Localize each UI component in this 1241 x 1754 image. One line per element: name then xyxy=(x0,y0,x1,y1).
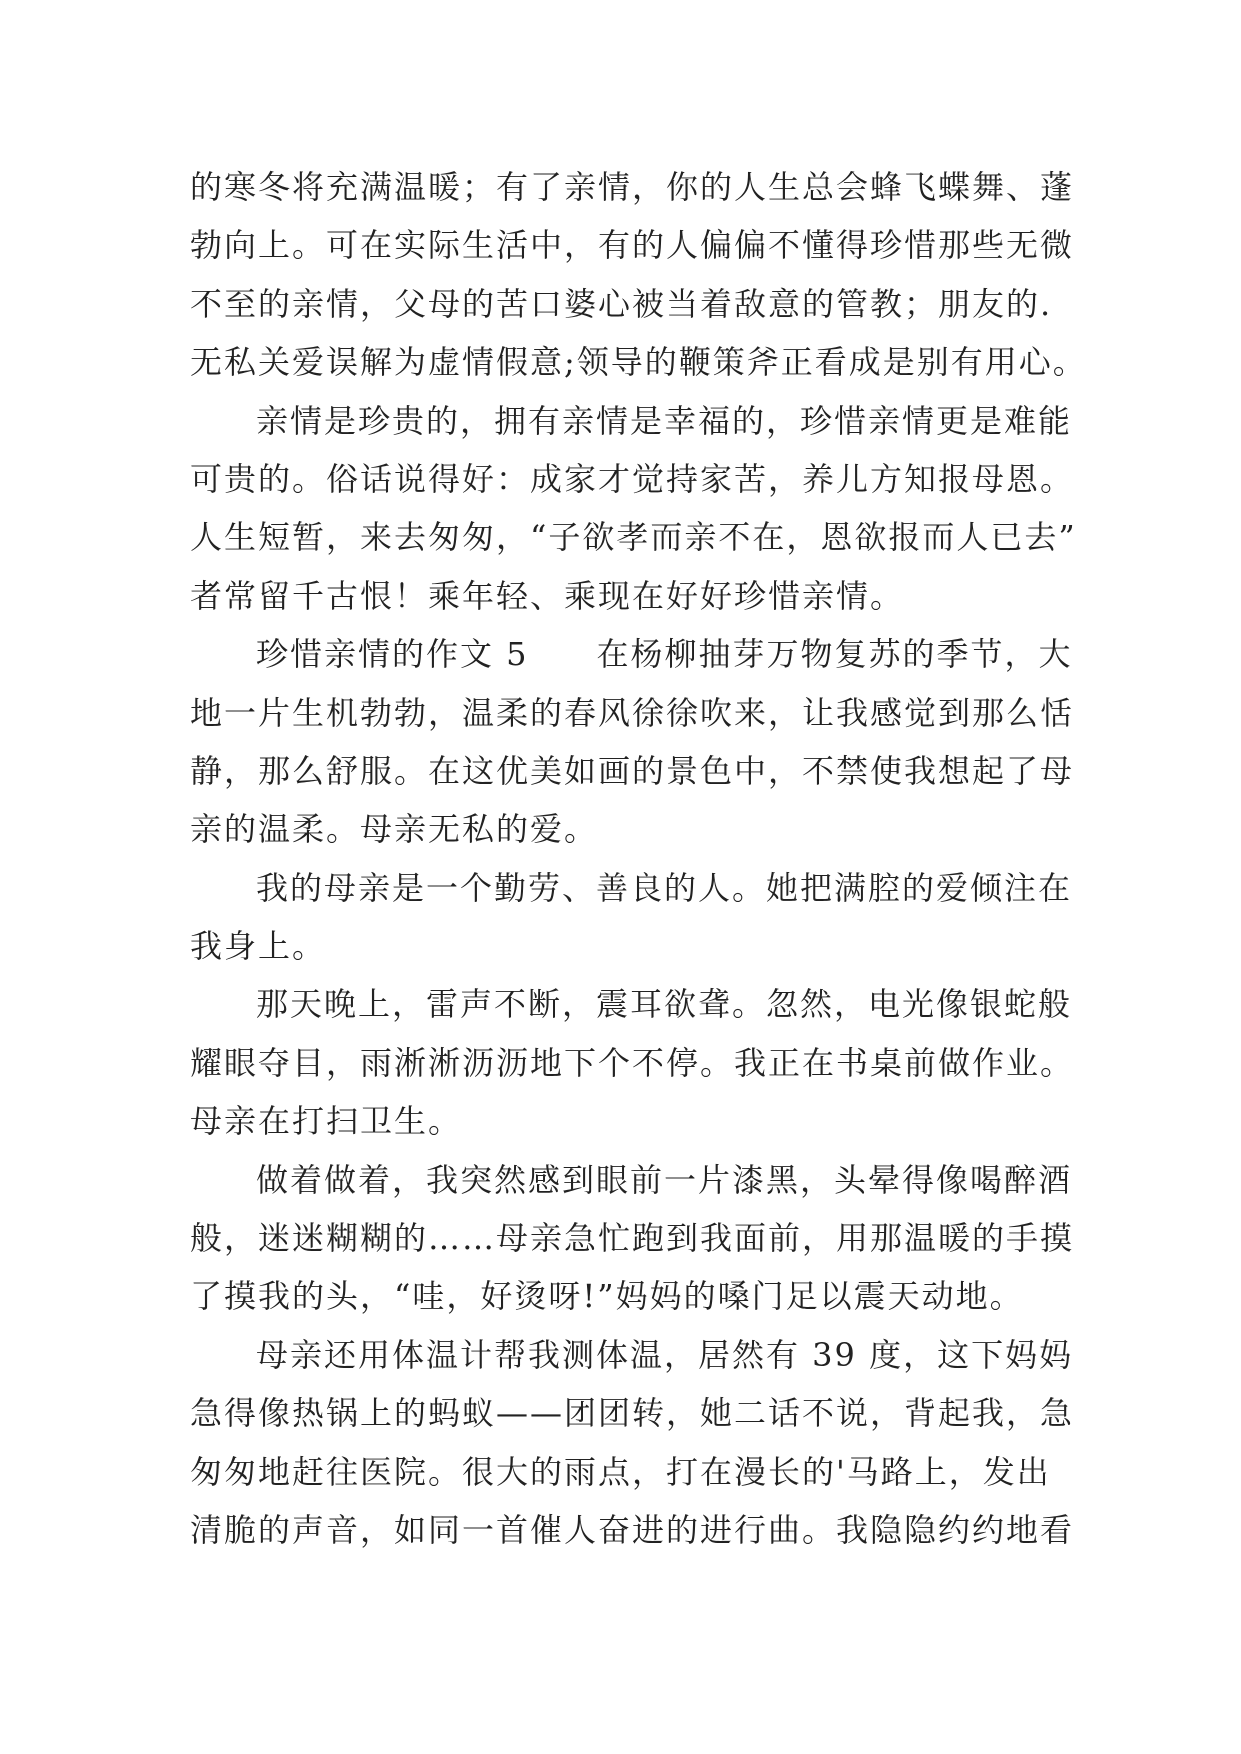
text-line: 般，迷迷糊糊的……母亲急忙跑到我面前，用那温暖的手摸 xyxy=(190,1219,1075,1258)
text-line: 勃向上。可在实际生活中，有的人偏偏不懂得珍惜那些无微 xyxy=(190,226,1075,265)
paragraph-first-line: 亲情是珍贵的，拥有亲情是幸福的，珍惜亲情更是难能 xyxy=(256,401,1073,440)
text-line: 者常留千古恨！乘年轻、乘现在好好珍惜亲情。 xyxy=(190,576,905,615)
paragraph-first-line: 做着做着，我突然感到眼前一片漆黑，头晕得像喝醉酒 xyxy=(256,1160,1073,1199)
text-line: 匆匆地赶往医院。很大的雨点，打在漫长的'马路上，发出 xyxy=(190,1452,1051,1491)
text-line: 地一片生机勃勃，温柔的春风徐徐吹来，让我感觉到那么恬 xyxy=(190,693,1075,732)
text-line: 耀眼夺目，雨淅淅沥沥地下个不停。我正在书桌前做作业。 xyxy=(190,1043,1075,1082)
text-line: 可贵的。俗话说得好：成家才觉持家苦，养儿方知报母恩。 xyxy=(190,459,1075,498)
text-line: 清脆的声音，如同一首催人奋进的进行曲。我隐隐约约地看 xyxy=(190,1510,1075,1549)
essay-body xyxy=(190,158,1087,1559)
text-line: 不至的亲情，父母的苦口婆心被当着敌意的管教；朋友的. xyxy=(190,284,1053,323)
text-line: 亲的温柔。母亲无私的爱。 xyxy=(190,810,599,849)
text-line: 人生短暂，来去匆匆，“子欲孝而亲不在，恩欲报而人已去” xyxy=(190,518,1077,557)
text-line: 无私关爱误解为虚情假意;领导的鞭策斧正看成是别有用心。 xyxy=(190,343,1087,382)
paragraph-first-line: 母亲还用体温计帮我测体温，居然有 39 度，这下妈妈 xyxy=(256,1335,1074,1374)
paragraph-first-line: 我的母亲是一个勤劳、善良的人。她把满腔的爱倾注在 xyxy=(256,868,1073,907)
text-line: 了摸我的头，“哇，好烫呀!”妈妈的嗓门足以震天动地。 xyxy=(190,1277,1024,1316)
text-line: 静，那么舒服。在这优美如画的景色中，不禁使我想起了母 xyxy=(190,751,1075,790)
text-line: 我身上。 xyxy=(190,927,327,966)
paragraph-first-line: 那天晚上，雷声不断，震耳欲聋。忽然，电光像银蛇般 xyxy=(256,985,1073,1024)
text-line: 母亲在打扫卫生。 xyxy=(190,1102,463,1141)
text-line: 急得像热锅上的蚂蚁——团团转，她二话不说，背起我，急 xyxy=(190,1394,1075,1433)
paragraph-first-line: 珍惜亲情的作文 5 在杨柳抽芽万物复苏的季节，大 xyxy=(256,635,1073,674)
text-line: 的寒冬将充满温暖；有了亲情，你的人生总会蜂飞蝶舞、蓬 xyxy=(190,168,1075,206)
